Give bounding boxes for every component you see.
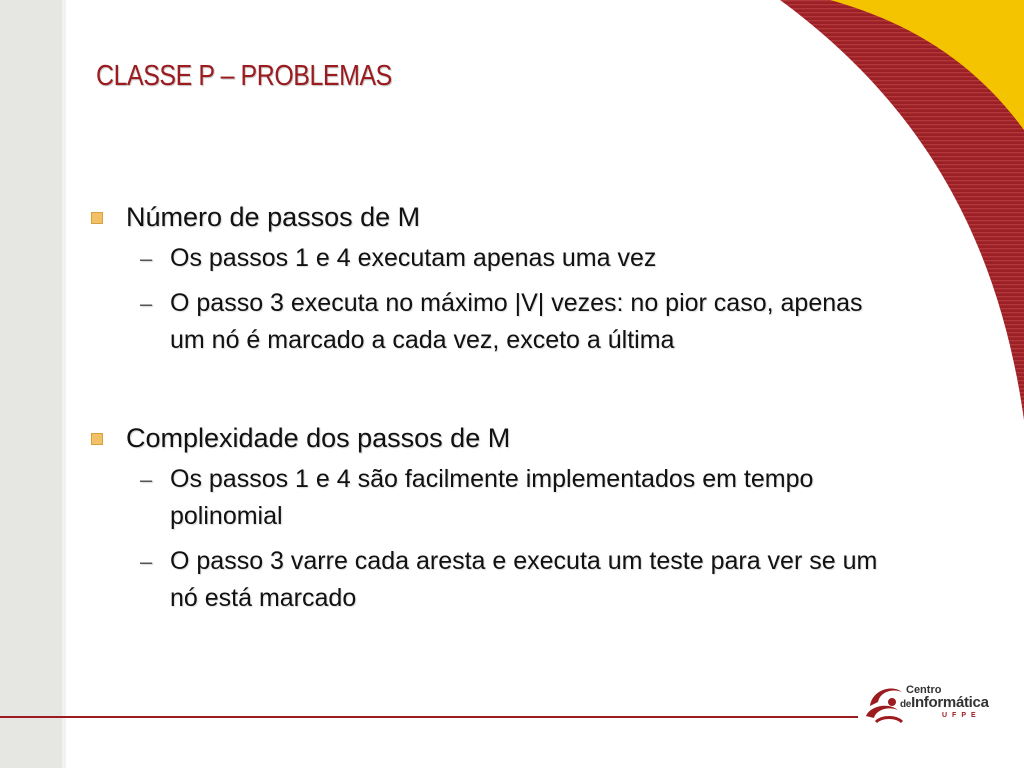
sub-bullet-text: O passo 3 executa no máximo |V| vezes: no pior caso, apenas um nó é marcado a cada vez, exceto a última (170, 289, 863, 354)
slide-content (88, 198, 908, 655)
bullet-item (88, 419, 908, 457)
footer-divider-line (0, 716, 858, 718)
sub-bullet-text: Os passos 1 e 4 executam apenas uma vez (170, 244, 657, 272)
bullet-text: Complexidade dos passos de M (126, 423, 511, 453)
logo-de: de (900, 699, 912, 710)
bullet-group-1 (88, 198, 908, 359)
sub-bullet-text: O passo 3 varre cada aresta e executa um teste para ver se um nó está marcado (170, 547, 878, 612)
sub-bullet-text: Os passos 1 e 4 são facilmente implementados em tempo polinomial (170, 465, 814, 530)
logo-line-2 (900, 694, 989, 711)
dash-icon: – (140, 246, 153, 271)
logo-line-1: Centro (906, 684, 942, 696)
dash-icon: – (140, 467, 153, 492)
logo-informatica: Informática (911, 694, 989, 711)
dash-icon: – (140, 291, 153, 316)
slide-title: CLASSE P – PROBLEMAS (96, 60, 392, 92)
logo-line-3: UFPE (942, 712, 981, 719)
sub-bullet-item (88, 461, 890, 535)
sub-bullet-item (88, 240, 890, 277)
sub-bullet-item (88, 285, 890, 359)
centro-de-informatica-logo (862, 676, 1002, 730)
dash-icon: – (140, 549, 153, 574)
bullet-group-2 (88, 419, 908, 617)
square-bullet-icon (91, 212, 103, 224)
bullet-item (88, 198, 908, 236)
sub-bullet-item (88, 543, 890, 617)
bullet-text: Número de passos de M (126, 202, 421, 232)
square-bullet-icon (91, 433, 103, 445)
